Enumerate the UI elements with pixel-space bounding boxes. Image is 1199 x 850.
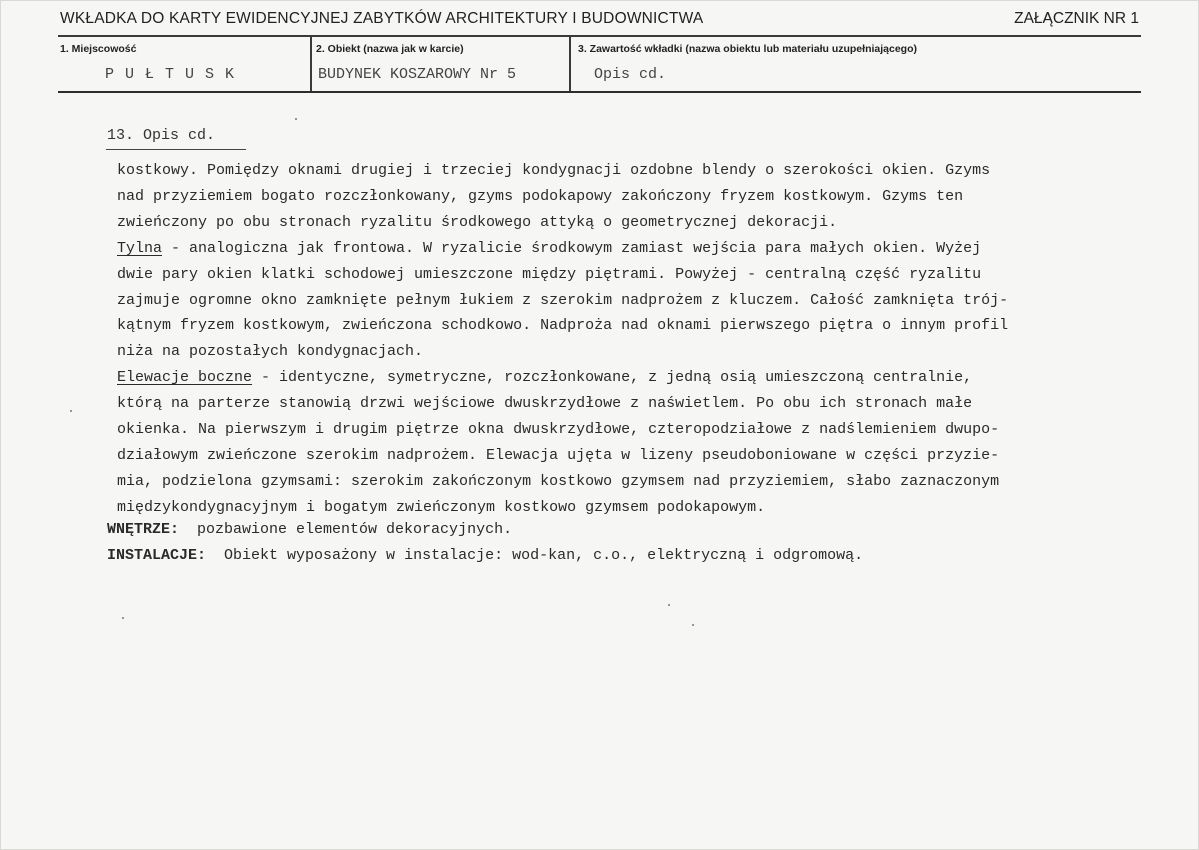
speck: [122, 617, 124, 619]
line-text: międzykondygnacyjnym i bogatym zwieńczonym kostkowo gzymsem podokapowym.: [117, 498, 766, 516]
description-line: [117, 317, 1008, 334]
line-text: - identyczne, symetryczne, rozczłonkowane, z jedną osią umieszczoną centralnie,: [252, 369, 973, 387]
speck: [668, 604, 670, 606]
installations-label: INSTALACJE:: [107, 547, 207, 564]
content-value: Opis cd.: [594, 66, 667, 83]
description-line: [117, 499, 765, 516]
object-value: BUDYNEK KOSZAROWY Nr 5: [318, 66, 517, 83]
form-title: WKŁADKA DO KARTY EWIDENCYJNEJ ZABYTKÓW ARCHITEKTURY I BUDOWNICTWA: [60, 10, 704, 27]
line-text: działowym zwieńczone szerokim nadprożem. Elewacja ujęta w lizeny pseudoboniowane w części przyzie-: [117, 446, 1000, 464]
object-label: 2. Obiekt (nazwa jak w karcie): [316, 43, 464, 55]
description-line: [117, 162, 990, 179]
line-text: nad przyziemiem bogato rozczłonkowany, gzyms podokapowy zakończony fryzem kostkowym. Gzyms ten: [117, 187, 964, 205]
content-label: 3. Zawartość wkładki (nazwa obiektu lub materiału uzupełniającego): [578, 43, 917, 55]
field-divider: [569, 37, 571, 93]
description-line: [117, 188, 963, 205]
speck: [692, 624, 694, 626]
speck: [295, 118, 297, 120]
top-rule: [58, 35, 1141, 37]
description-line: [117, 266, 981, 283]
locality-value: P U Ł T U S K: [105, 66, 236, 83]
installations-line: [107, 547, 863, 564]
locality-label: 1. Miejscowość: [60, 43, 137, 55]
description-line: [117, 214, 837, 231]
bottom-rule: [58, 91, 1141, 93]
description-line: [117, 240, 981, 257]
line-text: - analogiczna jak frontowa. W ryzalicie środkowym zamiast wejścia para małych okien. Wyżej: [162, 239, 982, 257]
line-text: kątnym fryzem kostkowym, zwieńczona schodkowo. Nadproża nad oknami pierwszego piętra o innym profil: [117, 317, 1009, 335]
description-line: [117, 369, 972, 386]
installations-text: Obiekt wyposażony w instalacje: wod-kan, c.o., elektryczną i odgromową.: [206, 547, 864, 564]
speck: [70, 410, 72, 412]
annex-number: ZAŁĄCZNIK NR 1: [1014, 10, 1139, 27]
description-line: [117, 395, 972, 412]
line-text: mia, podzielona gzymsami: szerokim zakończonym kostkowo gzymsem nad przyziemiem, słabo zaznaczonym: [117, 472, 1000, 490]
description-line: [117, 343, 423, 360]
subsection-lead: Elewacje boczne: [117, 369, 253, 387]
field-divider: [310, 37, 312, 93]
subsection-lead: Tylna: [117, 239, 163, 257]
interior-line: [107, 521, 512, 538]
line-text: zwieńczony po obu stronach ryzalitu środkowego attyką o geometrycznej dekoracji.: [117, 213, 838, 231]
description-line: [117, 447, 999, 464]
interior-text: pozbawione elementów dekoracyjnych.: [179, 521, 513, 538]
line-text: dwie pary okien klatki schodowej umieszczone między piętrami. Powyżej - centralną część ryzalitu: [117, 265, 982, 283]
line-text: kostkowy. Pomiędzy oknami drugiej i trzeciej kondygnacji ozdobne blendy o szerokości okien. Gzyms: [117, 162, 991, 179]
line-text: którą na parterze stanowią drzwi wejściowe dwuskrzydłowe z naświetlem. Po obu ich stronach małe: [117, 395, 973, 413]
line-text: okienka. Na pierwszym i drugim piętrze okna dwuskrzydłowe, czteropodziałowe z nadślemieniem dwupo-: [117, 421, 1000, 438]
line-text: niża na pozostałych kondygnacjach.: [117, 343, 424, 361]
description-line: [117, 292, 1008, 309]
section-underline: [106, 149, 246, 150]
interior-label: WNĘTRZE:: [107, 521, 180, 538]
description-line: [117, 421, 999, 438]
line-text: zajmuje ogromne okno zamknięte pełnym łukiem z szerokim nadprożem z kluczem. Całość zamknięta trój-: [117, 291, 1009, 309]
description-line: [117, 473, 999, 490]
section-heading: 13. Opis cd.: [107, 127, 216, 144]
